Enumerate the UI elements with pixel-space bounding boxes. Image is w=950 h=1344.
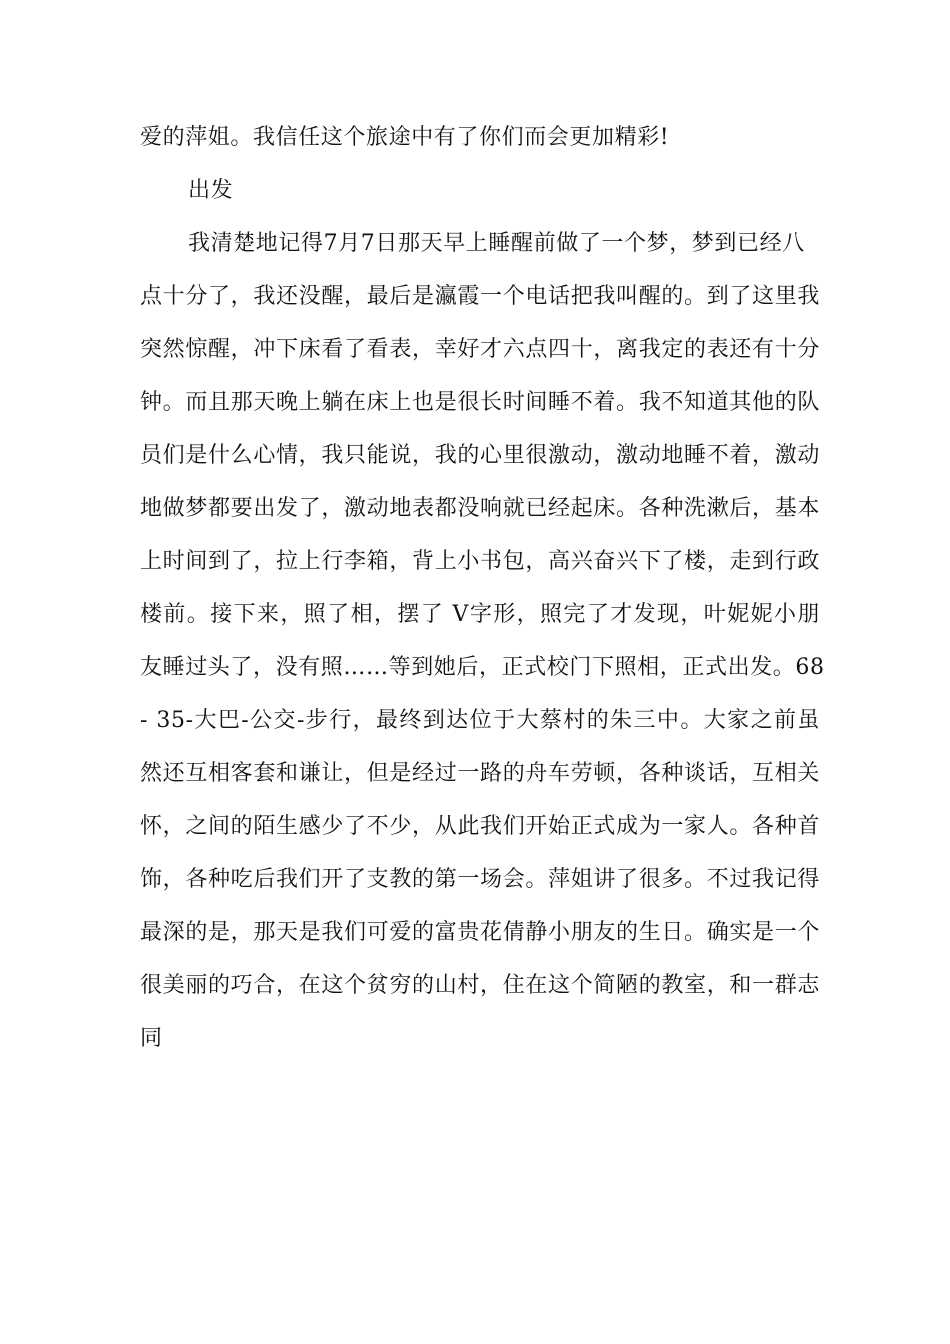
paragraph-line-15: 很美丽的巧合，在这个贫穷的山村，住在这个简陋的教室，和一群志 — [140, 973, 820, 998]
paragraph-line-9: 友睡过头了，没有照……等到她后，正式校门下照相，正式出发。68 — [140, 655, 825, 680]
paragraph-line-14: 最深的是，那天是我们可爱的富贵花倩静小朋友的生日。确实是一个 — [140, 920, 820, 945]
paragraph-line-11: 然还互相客套和谦让，但是经过一路的舟车劳顿，各种谈话，互相关 — [140, 761, 820, 786]
paragraph-line-10: - 35-大巴-公交-步行，最终到达位于大蔡村的朱三中。大家之前虽 — [140, 708, 820, 733]
paragraph-line-7: 上时间到了，拉上行李箱，背上小书包，高兴奋兴下了楼，走到行政 — [140, 549, 820, 574]
paragraph-line-1: 我清楚地记得7月7日那天早上睡醒前做了一个梦，梦到已经八 — [188, 231, 805, 256]
paragraph-line-3: 突然惊醒，冲下床看了看表，幸好才六点四十，离我定的表还有十分 — [140, 337, 820, 362]
paragraph-line-6: 地做梦都要出发了，激动地表都没响就已经起床。各种洗漱后，基本 — [140, 496, 820, 521]
text-line-1: 爱的萍姐。我信任这个旅途中有了你们而会更加精彩! — [140, 125, 670, 150]
paragraph-line-8: 楼前。接下来，照了相，摆了 V字形，照完了才发现，叶妮妮小朋 — [140, 602, 820, 627]
paragraph-line-5: 员们是什么心情，我只能说，我的心里很激动，激动地睡不着，激动 — [140, 443, 820, 468]
section-heading: 出发 — [188, 178, 234, 203]
paragraph-line-16: 同 — [140, 1026, 163, 1051]
paragraph-line-12: 怀，之间的陌生感少了不少，从此我们开始正式成为一家人。各种首 — [140, 814, 820, 839]
paragraph-line-2: 点十分了，我还没醒，最后是瀛霞一个电话把我叫醒的。到了这里我 — [140, 284, 820, 309]
paragraph-line-13: 饰，各种吃后我们开了支教的第一场会。萍姐讲了很多。不过我记得 — [140, 867, 820, 892]
paragraph-line-4: 钟。而且那天晚上躺在床上也是很长时间睡不着。我不知道其他的队 — [140, 390, 820, 415]
